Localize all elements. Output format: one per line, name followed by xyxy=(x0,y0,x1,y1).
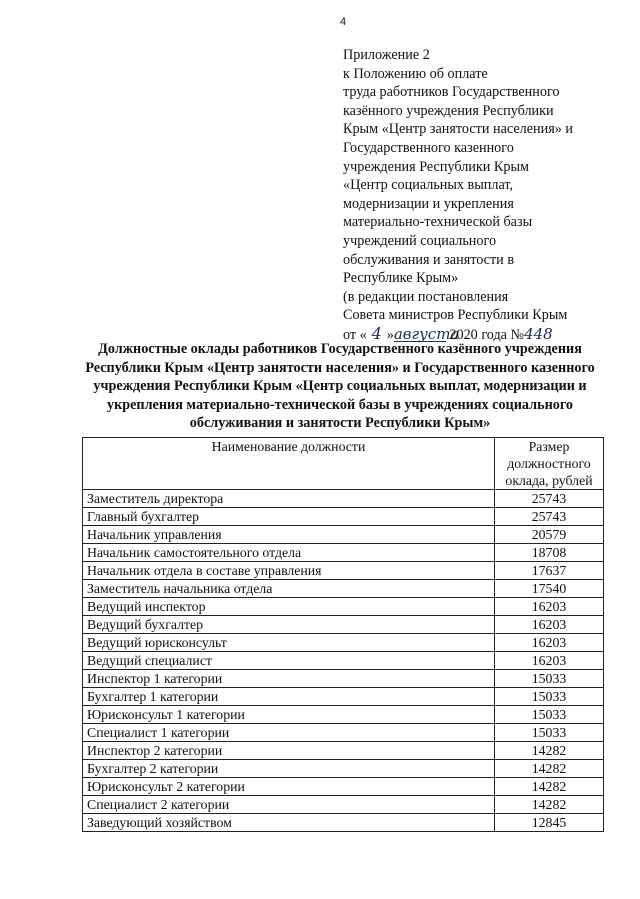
table-row xyxy=(83,544,604,562)
salary-cell: 14282 xyxy=(495,742,604,760)
salary-cell: 15033 xyxy=(495,724,604,742)
appendix-line: учреждений социального xyxy=(343,232,497,249)
position-cell: Заведующий хозяйством xyxy=(83,814,495,832)
table-row xyxy=(83,814,604,832)
salary-cell: 16203 xyxy=(495,652,604,670)
page-number: 4 xyxy=(340,16,347,28)
position-cell: Начальник управления xyxy=(83,526,495,544)
position-cell: Заместитель начальника отдела xyxy=(83,580,495,598)
table-row xyxy=(83,526,604,544)
salary-cell: 16203 xyxy=(495,634,604,652)
table-row xyxy=(83,724,604,742)
position-cell: Инспектор 1 категории xyxy=(83,670,495,688)
salary-cell: 20579 xyxy=(495,526,604,544)
table-row xyxy=(83,598,604,616)
salary-cell: 18708 xyxy=(495,544,604,562)
table-row xyxy=(83,634,604,652)
table-row xyxy=(83,796,604,814)
appendix-line: (в редакции постановления xyxy=(343,288,509,305)
position-cell: Бухгалтер 1 категории xyxy=(83,688,495,706)
appendix-header xyxy=(343,46,633,345)
salary-cell: 14282 xyxy=(495,760,604,778)
table-row xyxy=(83,706,604,724)
handwritten-doc-number: 448 xyxy=(524,324,553,343)
position-cell: Инспектор 2 категории xyxy=(83,742,495,760)
position-cell: Начальник отдела в составе управления xyxy=(83,562,495,580)
handwritten-day: 4 xyxy=(371,323,382,343)
table-row xyxy=(83,688,604,706)
salary-cell: 15033 xyxy=(495,670,604,688)
position-cell: Ведущий бухгалтер xyxy=(83,616,495,634)
document-title: Должностные оклады работников Государственного казённого учреждения Республики Крым «Центр занятости населения» и Государственного казенного учреждения Республики Крым «Центр социальных выплат, модернизации и укрепления материально-технической базы в учреждениях социального обслуживания и занятости Республики Крым» xyxy=(85,341,595,432)
appendix-line: материально-технической базы xyxy=(343,214,533,231)
table-row xyxy=(83,778,604,796)
table-row xyxy=(83,760,604,778)
salary-cell: 16203 xyxy=(495,616,604,634)
position-cell: Ведущий юрисконсульт xyxy=(83,634,495,652)
table-row xyxy=(83,652,604,670)
table-header-row xyxy=(83,438,604,490)
table-row xyxy=(83,580,604,598)
salary-cell: 25743 xyxy=(495,508,604,526)
date-prefix: от « xyxy=(343,326,367,343)
position-cell: Специалист 2 категории xyxy=(83,796,495,814)
salary-cell: 17540 xyxy=(495,580,604,598)
appendix-line: труда работников Государственного xyxy=(343,84,560,101)
position-cell: Юрисконсульт 2 категории xyxy=(83,778,495,796)
position-cell: Ведущий инспектор xyxy=(83,598,495,616)
appendix-line: обслуживания и занятости в xyxy=(343,251,515,268)
table-row xyxy=(83,616,604,634)
position-cell: Бухгалтер 2 категории xyxy=(83,760,495,778)
position-cell: Начальник самостоятельного отдела xyxy=(83,544,495,562)
appendix-line: модернизации и укрепления xyxy=(343,195,514,212)
date-mid: » xyxy=(386,326,394,343)
salary-cell: 15033 xyxy=(495,688,604,706)
position-cell: Ведущий специалист xyxy=(83,652,495,670)
appendix-line: Крым «Центр занятости населения» и xyxy=(343,121,573,138)
appendix-line: казённого учреждения Республики xyxy=(343,102,554,119)
position-cell: Специалист 1 категории xyxy=(83,724,495,742)
salary-cell: 14282 xyxy=(495,796,604,814)
position-cell: Юрисконсульт 1 категории xyxy=(83,706,495,724)
table-row xyxy=(83,670,604,688)
salary-cell: 12845 xyxy=(495,814,604,832)
appendix-line: «Центр социальных выплат, xyxy=(343,177,514,194)
appendix-line: Государственного казенного xyxy=(343,139,514,156)
date-year: 2020 года № xyxy=(449,326,525,343)
salary-table xyxy=(82,437,604,832)
position-cell: Заместитель директора xyxy=(83,490,495,508)
header-salary: Размер должностного оклада, рублей xyxy=(495,438,604,490)
appendix-line: учреждения Республики Крым xyxy=(343,158,529,175)
appendix-line: Совета министров Республики Крым xyxy=(343,307,568,324)
appendix-line: Республике Крым» xyxy=(343,270,459,287)
table-row xyxy=(83,490,604,508)
salary-cell: 16203 xyxy=(495,598,604,616)
salary-cell: 14282 xyxy=(495,778,604,796)
table-row xyxy=(83,508,604,526)
handwritten-month: августа xyxy=(393,324,460,343)
salary-cell: 15033 xyxy=(495,706,604,724)
table-row xyxy=(83,562,604,580)
salary-cell: 17637 xyxy=(495,562,604,580)
salary-cell: 25743 xyxy=(495,490,604,508)
table-body xyxy=(83,490,604,832)
header-position: Наименование должности xyxy=(83,438,495,490)
position-cell: Главный бухгалтер xyxy=(83,508,495,526)
appendix-line: к Положению об оплате xyxy=(343,65,488,82)
table-row xyxy=(83,742,604,760)
appendix-line: Приложение 2 xyxy=(343,47,430,63)
